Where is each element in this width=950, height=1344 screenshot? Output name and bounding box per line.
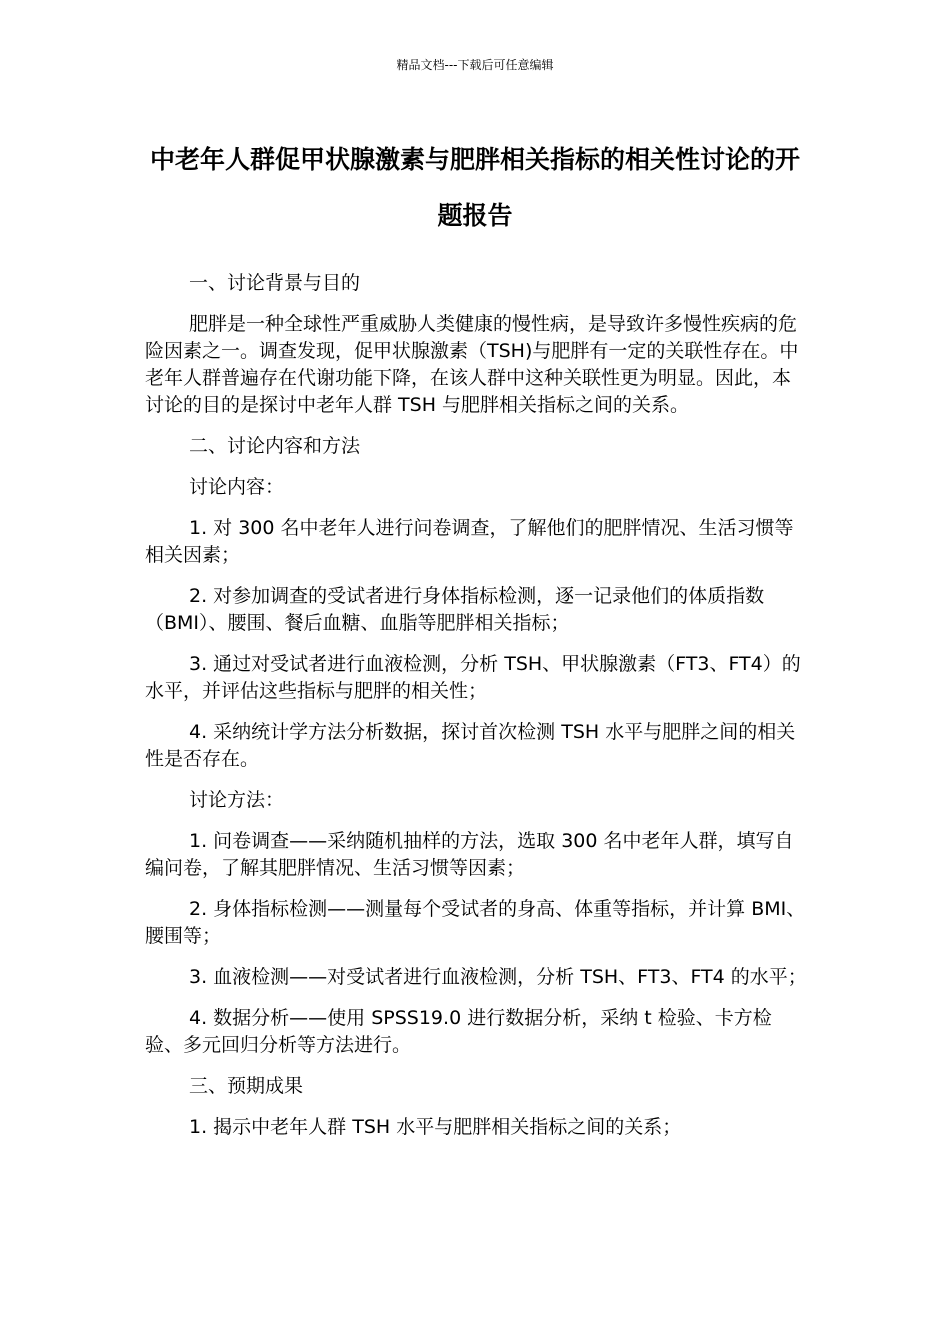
method-item-1: 1. 问卷调查——采纳随机抽样的方法，选取 300 名中老年人群，填写自编问卷，了解其肥胖情况、生活习惯等因素； — [145, 830, 794, 879]
method-item-3: 3. 血液检测——对受试者进行血液检测，分析 TSH、FT3、FT4 的水平； — [189, 966, 807, 988]
method-item-2: 2. 身体指标检测——测量每个受试者的身高、体重等指标，并计算 BMI、腰围等； — [145, 898, 806, 947]
header-note: 精品文档---下载后可任意编辑 — [396, 58, 554, 72]
content-item-3: 3. 通过对受试者进行血液检测，分析 TSH、甲状腺激素（FT3、FT4）的水平，并评估这些指标与肥胖的相关性； — [145, 653, 801, 702]
section-heading-expected-results: 三、预期成果 — [189, 1075, 304, 1097]
document-body — [145, 270, 809, 1155]
background-paragraph: 肥胖是一种全球性严重威胁人类健康的慢性病，是导致许多慢性疾病的危险因素之一。调查发现，促甲状腺激素（TSH)与肥胖有一定的关联性存在。中老年人群普遍存在代谢功能下降，在该人群中这种关联性更为明显。因此，本讨论的目的是探讨中老年人群 TSH 与肥胖相关指标之间的关系。 — [145, 313, 799, 416]
document-title: 中老年人群促甲状腺激素与肥胖相关指标的相关性讨论的开题报告 — [149, 145, 800, 230]
section-heading-content-method: 二、讨论内容和方法 — [189, 435, 361, 457]
method-item-4: 4. 数据分析——使用 SPSS19.0 进行数据分析，采纳 t 检验、卡方检验、多元回归分析等方法进行。 — [145, 1007, 772, 1056]
method-label: 讨论方法： — [189, 789, 285, 811]
content-item-4: 4. 采纳统计学方法分析数据，探讨首次检测 TSH 水平与肥胖之间的相关性是否存在。 — [145, 721, 796, 770]
content-label: 讨论内容： — [189, 476, 285, 498]
result-item-1: 1. 揭示中老年人群 TSH 水平与肥胖相关指标之间的关系； — [189, 1116, 682, 1138]
section-heading-background: 一、讨论背景与目的 — [189, 272, 361, 294]
content-item-1: 1. 对 300 名中老年人进行问卷调查，了解他们的肥胖情况、生活习惯等相关因素； — [145, 517, 794, 566]
content-item-2: 2. 对参加调查的受试者进行身体指标检测，逐一记录他们的体质指数（BMI）、腰围、餐后血糖、血脂等肥胖相关指标； — [145, 585, 765, 634]
